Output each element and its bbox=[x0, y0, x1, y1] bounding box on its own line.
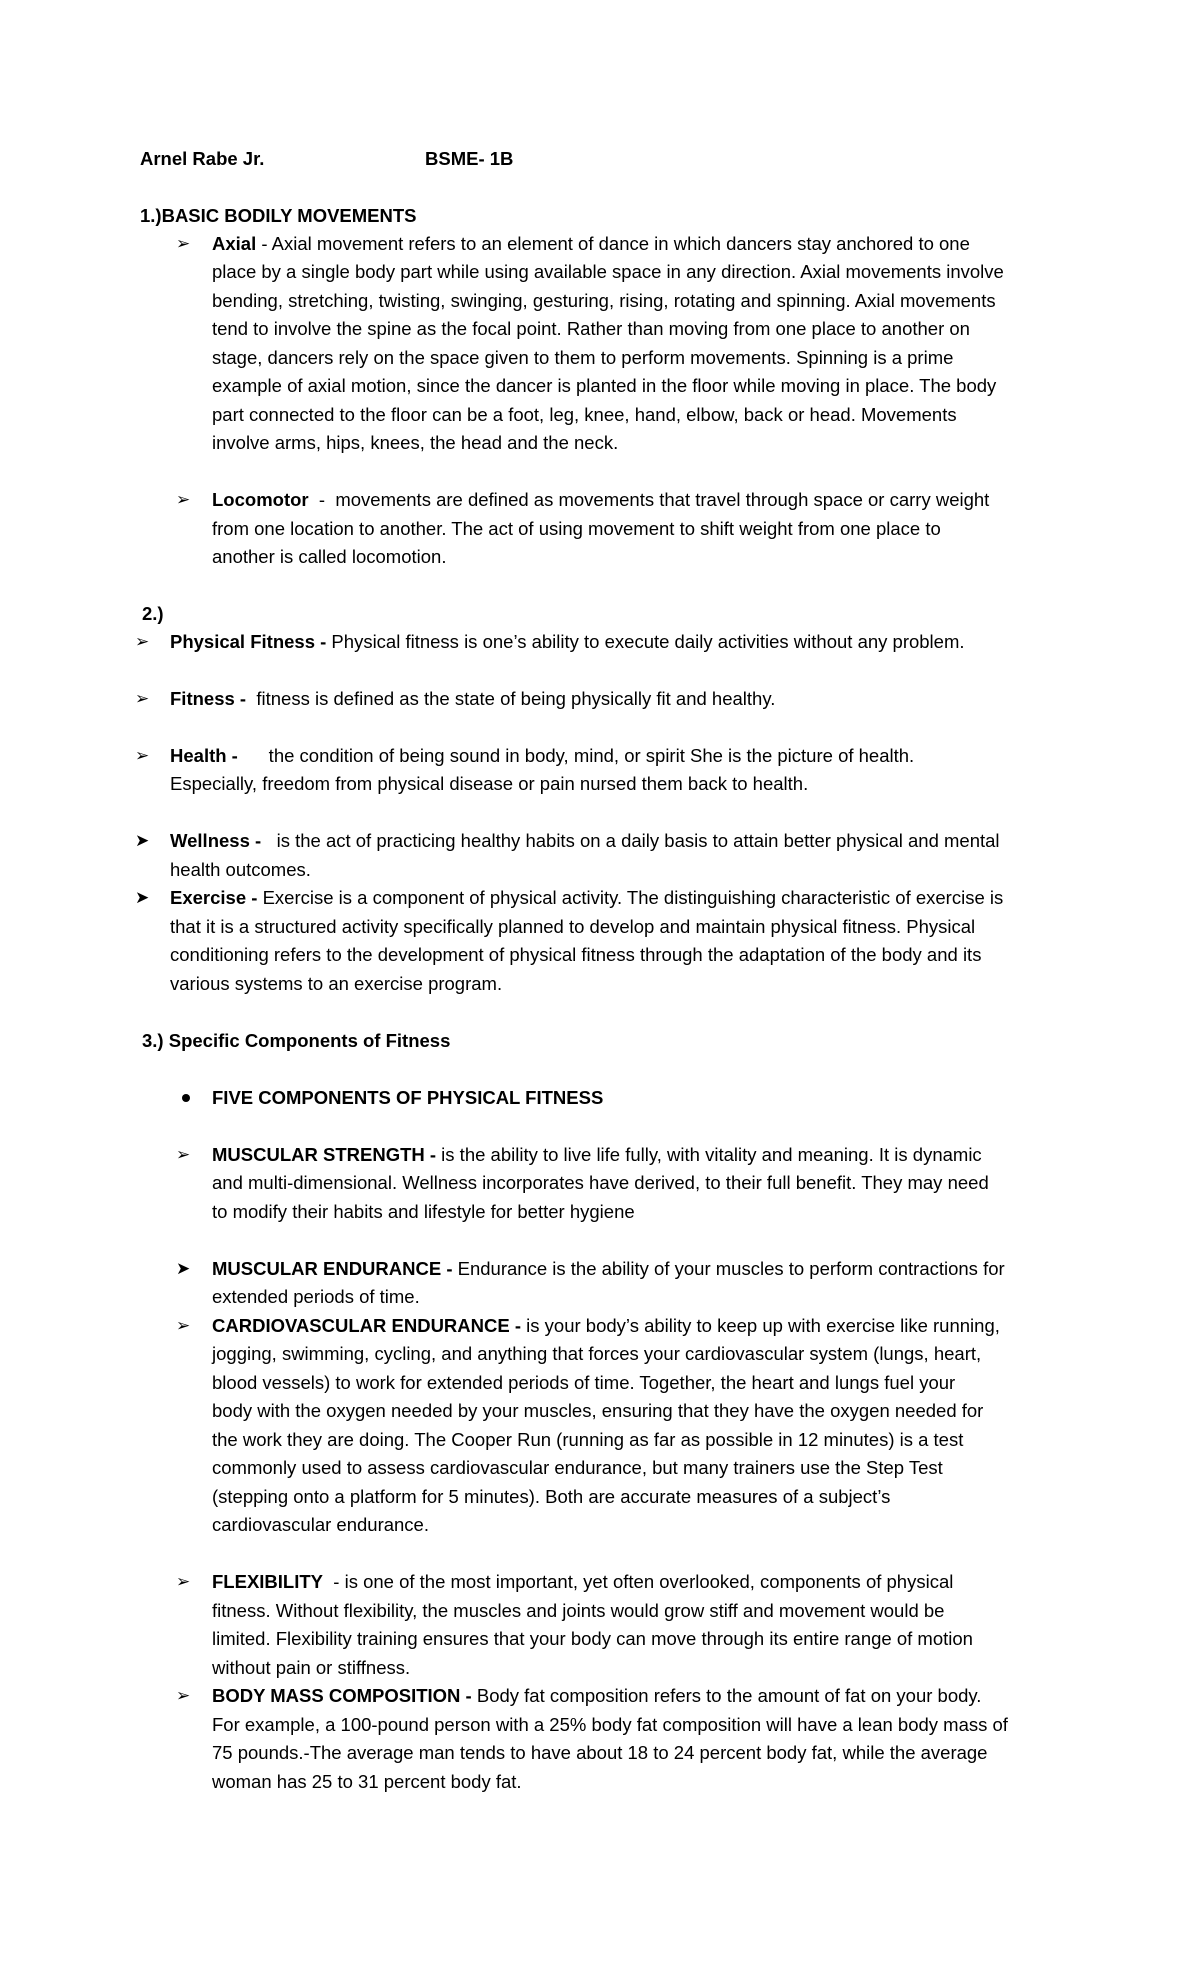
exercise-line-2: that it is a structured activity specifically planned to develop and maintain physical fitness. Physical bbox=[170, 916, 976, 937]
axial-line-1: Axial - Axial movement refers to an element of dance in which dancers stay anchored to one bbox=[212, 233, 970, 254]
cardio-line-6: commonly used to assess cardiovascular endurance, but many trainers use the Step Test bbox=[212, 1457, 943, 1478]
flexibility-line-2: fitness. Without flexibility, the muscles and joints would grow stiff and movement would be bbox=[212, 1600, 945, 1621]
arrow-bullet-icon: ➢ bbox=[176, 1316, 191, 1335]
arrow-bullet-icon: ➢ bbox=[135, 689, 150, 708]
muscular-endurance-line-2: extended periods of time. bbox=[212, 1286, 420, 1307]
locomotor-line-3: another is called locomotion. bbox=[212, 546, 447, 567]
arrow-bullet-icon: ➤ bbox=[135, 831, 150, 850]
cardio-line-7: (stepping onto a platform for 5 minutes). Both are accurate measures of a subject’s bbox=[212, 1486, 891, 1507]
cardio-line-3: blood vessels) to work for extended periods of time. Together, the heart and lungs fuel your bbox=[212, 1372, 956, 1393]
arrow-bullet-icon: ➢ bbox=[176, 490, 191, 509]
arrow-bullet-icon: ➢ bbox=[135, 632, 150, 651]
physical-fitness-line-1: Physical Fitness - Physical fitness is one’s ability to execute daily activities without any problem. bbox=[170, 631, 965, 652]
body-mass-line-2: For example, a 100-pound person with a 25% body fat composition will have a lean body mass of bbox=[212, 1714, 1008, 1735]
cardio-line-2: jogging, swimming, cycling, and anything that forces your cardiovascular system (lungs, heart, bbox=[212, 1343, 982, 1364]
axial-line-3: bending, stretching, twisting, swinging, gesturing, rising, rotating and spinning. Axial movements bbox=[212, 290, 996, 311]
section-1-heading: 1.)BASIC BODILY MOVEMENTS bbox=[140, 205, 417, 226]
axial-line-8: involve arms, hips, knees, the head and the neck. bbox=[212, 432, 619, 453]
student-section: BSME- 1B bbox=[425, 148, 514, 169]
axial-line-7: part connected to the floor can be a foot, leg, knee, hand, elbow, back or head. Movements bbox=[212, 404, 957, 425]
five-components-heading: FIVE COMPONENTS OF PHYSICAL FITNESS bbox=[212, 1087, 604, 1108]
muscular-strength-line-2: and multi-dimensional. Wellness incorporates have derived, to their full benefit. They may need bbox=[212, 1172, 989, 1193]
body-mass-line-3: 75 pounds.-The average man tends to have about 18 to 24 percent body fat, while the average bbox=[212, 1742, 988, 1763]
flexibility-line-1: FLEXIBILITY - is one of the most important, yet often overlooked, components of physical bbox=[212, 1571, 954, 1592]
cardio-line-4: body with the oxygen needed by your muscles, ensuring that they have the oxygen needed for bbox=[212, 1400, 984, 1421]
muscular-strength-line-1: MUSCULAR STRENGTH - is the ability to live life fully, with vitality and meaning. It is dynamic bbox=[212, 1144, 982, 1165]
cardio-line-1: CARDIOVASCULAR ENDURANCE - is your body’s ability to keep up with exercise like running, bbox=[212, 1315, 1000, 1336]
exercise-line-3: conditioning refers to the development of physical fitness through the adaptation of the body and its bbox=[170, 944, 982, 965]
body-mass-line-4: woman has 25 to 31 percent body fat. bbox=[212, 1771, 522, 1792]
body-mass-line-1: BODY MASS COMPOSITION - Body fat composition refers to the amount of fat on your body. bbox=[212, 1685, 982, 1706]
wellness-line-2: health outcomes. bbox=[170, 859, 311, 880]
arrow-bullet-icon: ➤ bbox=[135, 888, 150, 907]
axial-line-2: place by a single body part while using available space in any direction. Axial movements involve bbox=[212, 261, 1004, 282]
arrow-bullet-icon: ➢ bbox=[176, 1686, 191, 1705]
axial-line-5: stage, dancers rely on the space given to them to perform movements. Spinning is a prime bbox=[212, 347, 954, 368]
exercise-line-4: various systems to an exercise program. bbox=[170, 973, 503, 994]
arrow-bullet-icon: ➢ bbox=[176, 234, 191, 253]
muscular-strength-line-3: to modify their habits and lifestyle for better hygiene bbox=[212, 1201, 635, 1222]
arrow-bullet-icon: ➢ bbox=[176, 1145, 191, 1164]
student-name: Arnel Rabe Jr. bbox=[140, 148, 265, 169]
section-3-heading: 3.) Specific Components of Fitness bbox=[142, 1030, 451, 1051]
arrow-bullet-icon: ➢ bbox=[135, 746, 150, 765]
arrow-bullet-icon: ➤ bbox=[176, 1259, 191, 1278]
axial-line-6: example of axial motion, since the dancer is planted in the floor while moving in place. The body bbox=[212, 375, 997, 396]
fitness-line-1: Fitness - fitness is defined as the state of being physically fit and healthy. bbox=[170, 688, 776, 709]
exercise-line-1: Exercise - Exercise is a component of physical activity. The distinguishing characteristic of exercise is bbox=[170, 887, 1004, 908]
cardio-line-5: the work they are doing. The Cooper Run (running as far as possible in 12 minutes) is a test bbox=[212, 1429, 964, 1450]
muscular-endurance-line-1: MUSCULAR ENDURANCE - Endurance is the ability of your muscles to perform contractions for bbox=[212, 1258, 1005, 1279]
health-line-2: Especially, freedom from physical disease or pain nursed them back to health. bbox=[170, 773, 809, 794]
axial-line-4: tend to involve the spine as the focal point. Rather than moving from one place to another on bbox=[212, 318, 970, 339]
round-bullet-icon bbox=[182, 1094, 190, 1102]
locomotor-line-1: Locomotor - movements are defined as movements that travel through space or carry weight bbox=[212, 489, 990, 510]
flexibility-line-4: without pain or stiffness. bbox=[212, 1657, 411, 1678]
wellness-line-1: Wellness - is the act of practicing healthy habits on a daily basis to attain better physical and mental bbox=[170, 830, 1000, 851]
cardio-line-8: cardiovascular endurance. bbox=[212, 1514, 429, 1535]
health-line-1: Health - the condition of being sound in body, mind, or spirit She is the picture of health. bbox=[170, 745, 915, 766]
flexibility-line-3: limited. Flexibility training ensures that your body can move through its entire range of motion bbox=[212, 1628, 973, 1649]
locomotor-line-2: from one location to another. The act of using movement to shift weight from one place to bbox=[212, 518, 941, 539]
section-2-heading: 2.) bbox=[142, 603, 164, 624]
arrow-bullet-icon: ➢ bbox=[176, 1572, 191, 1591]
